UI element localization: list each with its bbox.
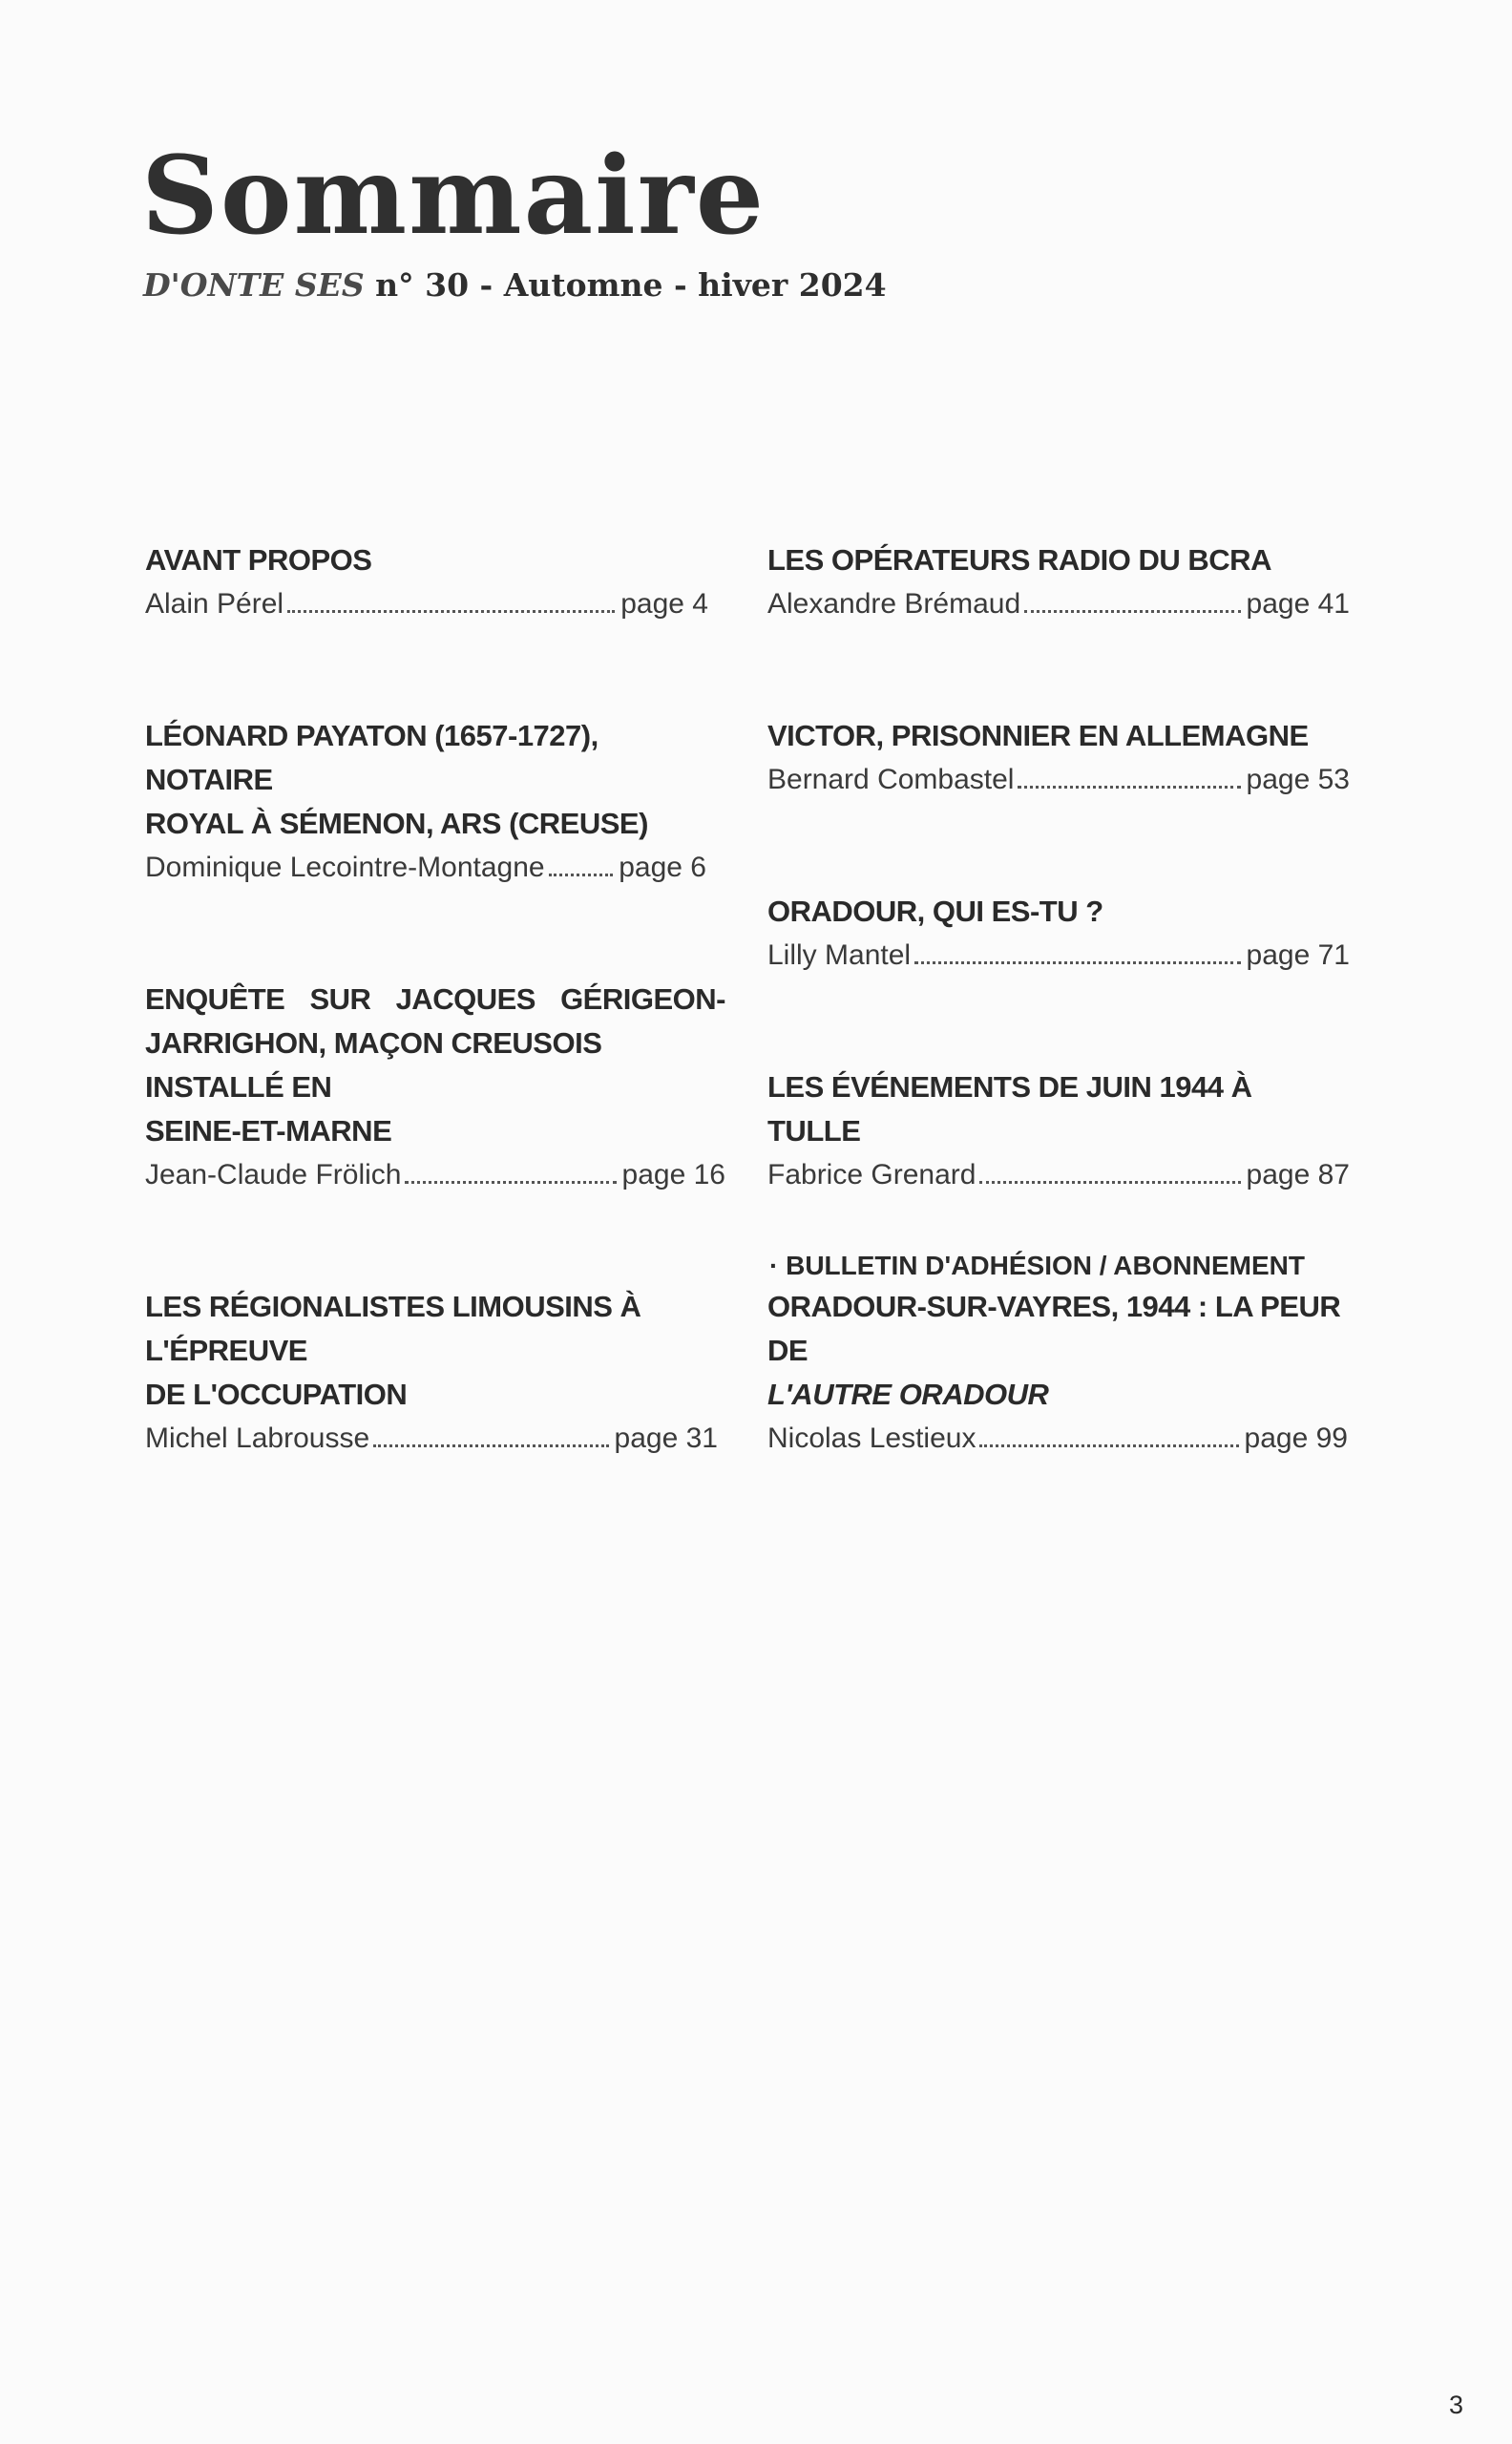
toc-entry-author: Fabrice Grenard xyxy=(767,1159,976,1190)
toc-entry-byline xyxy=(145,582,708,626)
toc-entry-byline xyxy=(145,1153,725,1197)
toc-entry-author: Bernard Combastel xyxy=(767,764,1015,795)
dot-leader xyxy=(1018,786,1240,789)
toc-entry-title: VICTOR, PRISONNIER EN ALLEMAGNE xyxy=(767,719,1309,752)
dot-leader xyxy=(373,1444,608,1447)
magazine-name: D'ONTE SES xyxy=(143,266,365,304)
toc-entry-title: ENQUÊTE SUR JACQUES GÉRIGEON- JARRIGHON, MAÇON CREUSOIS INSTALLÉ EN SEINE-ET-MARNE xyxy=(145,982,725,1148)
toc-entry-author: Lilly Mantel xyxy=(767,939,912,971)
toc-entry-victor[interactable] xyxy=(767,714,1350,802)
toc-entry-bcra[interactable] xyxy=(767,538,1350,626)
toc-entry-byline xyxy=(767,758,1350,802)
toc-entry-page: page 71 xyxy=(1246,939,1350,971)
toc-entry-byline xyxy=(145,1417,718,1461)
toc-entry-regionalistes[interactable] xyxy=(145,1285,727,1461)
dot-leader xyxy=(287,610,615,613)
toc-entry-page: page 99 xyxy=(1244,1422,1348,1454)
toc-entry-author: Dominique Lecointre-Montagne xyxy=(145,852,545,883)
issue-subtitle xyxy=(143,266,887,304)
toc-entry-author: Alain Pérel xyxy=(145,588,284,620)
page-number: 3 xyxy=(1449,2391,1464,2419)
toc-entry-page: page 87 xyxy=(1246,1159,1350,1190)
toc-entry-title: LES ÉVÉNEMENTS DE JUIN 1944 À TULLE xyxy=(767,1070,1252,1148)
issue-info: n° 30 - Automne - hiver 2024 xyxy=(375,266,887,304)
toc-entry-oradour[interactable] xyxy=(767,890,1350,978)
toc-entry-byline xyxy=(767,1153,1350,1197)
toc-entry-tulle[interactable] xyxy=(767,1065,1350,1197)
toc-entry-avant-propos[interactable] xyxy=(145,538,727,626)
toc-entry-title: ORADOUR, QUI ES-TU ? xyxy=(767,895,1103,928)
toc-entry-page: page 41 xyxy=(1246,588,1350,620)
toc-entry-page: page 16 xyxy=(621,1159,725,1190)
toc-entry-byline xyxy=(145,846,706,890)
toc-entry-oradour-sur-vayres[interactable] xyxy=(767,1285,1350,1461)
toc-entry-title: AVANT PROPOS xyxy=(145,543,372,577)
dot-leader xyxy=(1024,610,1240,613)
toc-entry-title: ORADOUR-SUR-VAYRES, 1944 : LA PEUR DE L'AUTRE ORADOUR xyxy=(767,1290,1341,1411)
toc-entry-title: LÉONARD PAYATON (1657-1727), NOTAIRE ROYAL À SÉMENON, ARS (CREUSE) xyxy=(145,719,648,840)
toc-entry-gerigeon[interactable] xyxy=(145,978,727,1197)
toc-right-column xyxy=(767,538,1350,1461)
toc-entry-byline xyxy=(767,1417,1348,1461)
bulletin-link[interactable]: · BULLETIN D'ADHÉSION / ABONNEMENT xyxy=(769,1251,1305,1280)
dot-leader xyxy=(979,1181,1240,1184)
toc-entry-author: Jean-Claude Frölich xyxy=(145,1159,402,1190)
page-title: Sommaire xyxy=(141,134,766,259)
toc-entry-page: page 53 xyxy=(1246,764,1350,795)
toc-entry-title: LES OPÉRATEURS RADIO DU BCRA xyxy=(767,543,1271,577)
dot-leader xyxy=(914,961,1240,964)
dot-leader xyxy=(549,874,614,876)
toc-entry-page: page 6 xyxy=(619,852,706,883)
toc-entry-title: LES RÉGIONALISTES LIMOUSINS À L'ÉPREUVE DE L'OCCUPATION xyxy=(145,1290,641,1411)
toc-entry-page: page 31 xyxy=(614,1422,718,1454)
toc-left-column xyxy=(145,538,727,1461)
toc-entry-author: Alexandre Brémaud xyxy=(767,588,1021,620)
dot-leader xyxy=(979,1444,1238,1447)
toc-entry-payaton[interactable] xyxy=(145,714,727,890)
toc-entry-author: Nicolas Lestieux xyxy=(767,1422,976,1454)
toc-entry-byline xyxy=(767,934,1350,978)
toc-entry-byline xyxy=(767,582,1350,626)
dot-leader xyxy=(405,1181,616,1184)
toc-entry-page: page 4 xyxy=(620,588,708,620)
toc-entry-author: Michel Labrousse xyxy=(145,1422,370,1454)
